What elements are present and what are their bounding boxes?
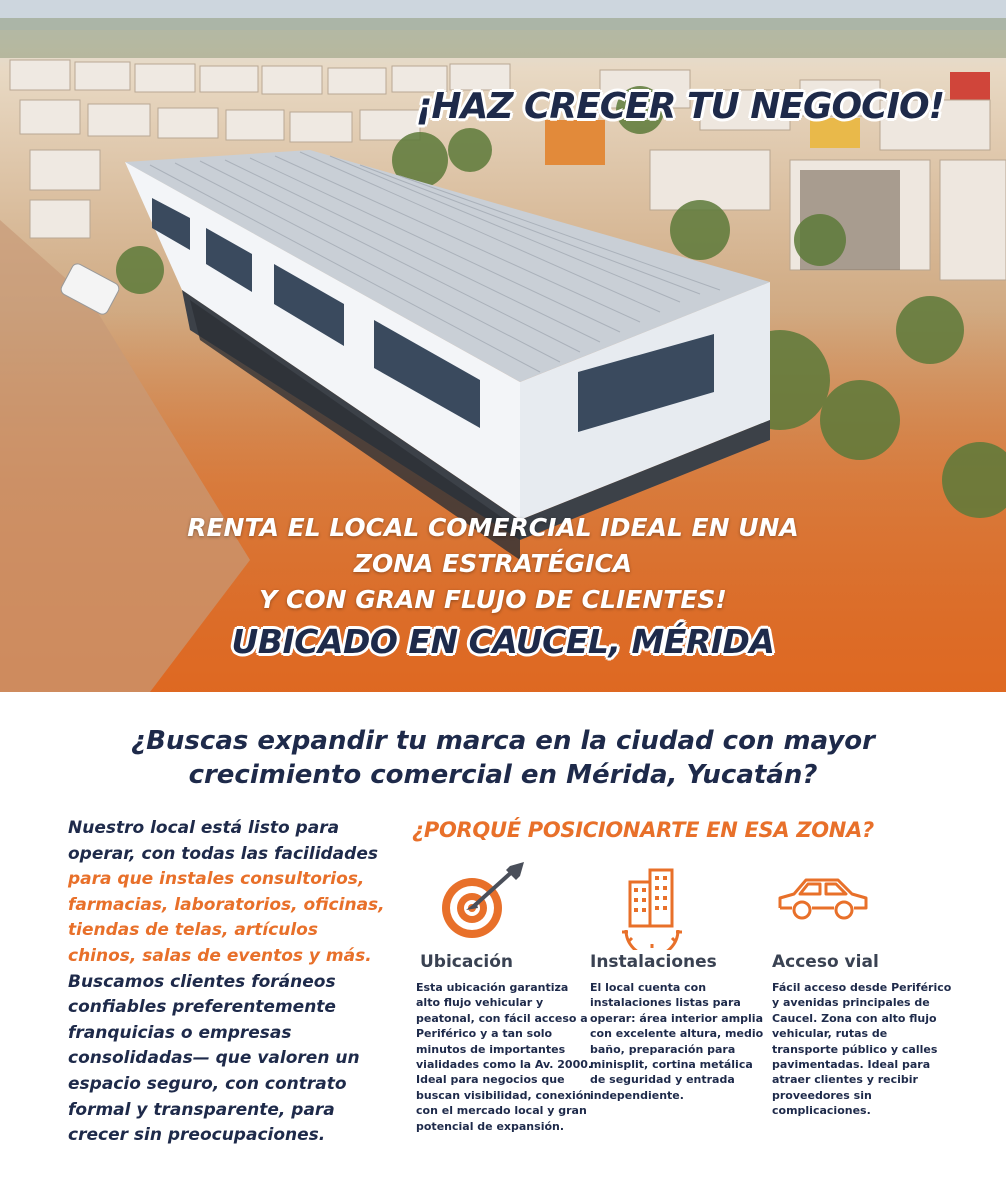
feature-acceso-vial	[772, 860, 952, 1119]
feature-instalaciones	[590, 860, 770, 1103]
hero-subtitle-line: ZONA ESTRATÉGICA	[353, 549, 633, 578]
car-icon	[774, 868, 874, 928]
headline-question-line: crecimiento comercial en Mérida, Yucatán?	[188, 760, 818, 790]
hero-subtitle	[0, 510, 996, 618]
feature-text: El local cuenta con instalaciones listas para operar: área interior amplia con excelente altura, medio baño, preparación para minisplit, cortina metálica de seguridad y entrada independiente.	[590, 981, 764, 1102]
feature-icon-box	[416, 860, 596, 952]
feature-title: Ubicación	[420, 952, 514, 972]
hero-subtitle-line: RENTA EL LOCAL COMERCIAL IDEAL EN UNA	[187, 513, 799, 542]
intro-paragraph	[68, 816, 388, 1149]
building-gear-icon	[620, 860, 690, 950]
feature-ubicacion	[416, 860, 596, 1134]
feature-text: Esta ubicación garantiza alto flujo vehicular y peatonal, con fácil acceso a Periférico y a tan solo minutos de importantes vialidades como la Av. 2000. Ideal para negocios que buscan visibilidad, conexión con el mercado local y gran potencial de expansión.	[416, 981, 593, 1133]
feature-text: Fácil acceso desde Periférico y avenidas principales de Caucel. Zona con alto flujo vehicular, rutas de transporte público y calles pavimentadas. Ideal para atraer clientes y recibir proveedores sin complicaciones.	[772, 981, 952, 1118]
section-heading: ¿PORQUÉ POSICIONARTE EN ESA ZONA?	[412, 818, 874, 842]
intro-highlight: para que instales consultorios, farmacias, laboratorios, oficinas, tiendas de telas, artículos chinos, salas de eventos y más.	[68, 869, 385, 966]
feature-title: Acceso vial	[772, 952, 879, 972]
headline-question	[0, 724, 1006, 792]
hero-location: UBICADO EN CAUCEL, MÉRIDA	[231, 622, 775, 661]
intro-text: Buscamos clientes foráneos confiables preferentemente franquicias o empresas consolidadas— que valoren un espacio seguro, con contrato formal y transparente, para crecer sin preocupaciones.	[68, 971, 360, 1146]
intro-text: Nuestro local está listo para operar, con todas las facilidades	[68, 818, 378, 864]
headline-question-line: ¿Buscas expandir tu marca en la ciudad con mayor	[131, 726, 875, 756]
feature-icon-box	[590, 860, 770, 952]
hero-title: ¡HAZ CRECER TU NEGOCIO!	[415, 86, 944, 127]
feature-icon-box	[772, 860, 952, 952]
feature-title: Instalaciones	[590, 952, 717, 972]
hero-subtitle-line: Y CON GRAN FLUJO DE CLIENTES!	[259, 585, 727, 614]
target-icon	[436, 860, 536, 950]
